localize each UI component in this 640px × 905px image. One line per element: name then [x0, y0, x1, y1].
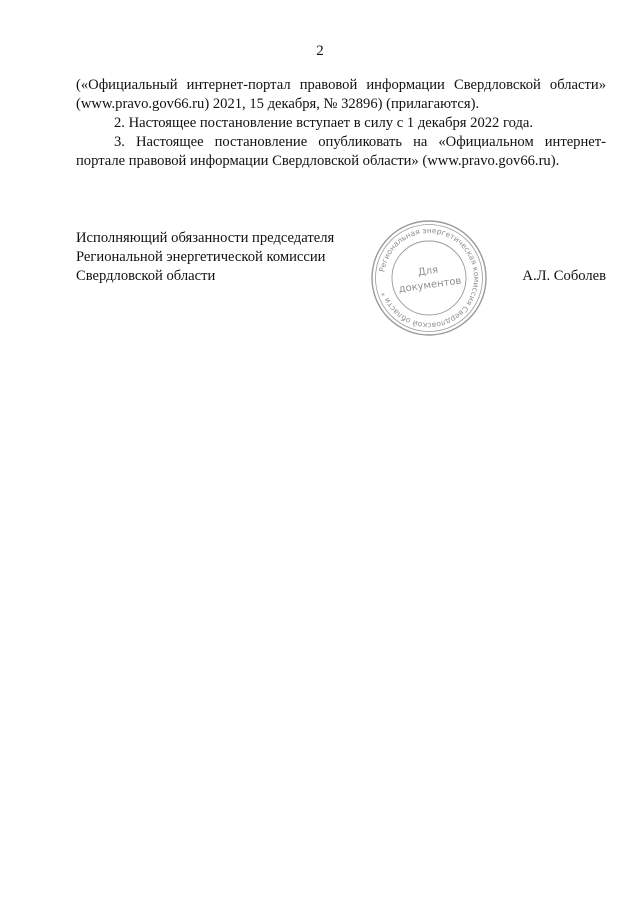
signatory-position-line-1: Исполняющий обязанности председателя — [76, 230, 335, 246]
stamp-seal-icon — [369, 218, 489, 338]
stamp-center-line-2: документов — [398, 275, 463, 296]
signatory-position-line-3: Свердловской области — [76, 268, 216, 284]
paragraph-2: 2. Настоящее постановление вступает в силу с 1 декабря 2022 года. — [114, 115, 534, 131]
signatory-name: А.Л. Соболев — [522, 268, 606, 284]
stamp-ring-text: Региональная энергетическая комиссия Свердловской области * — [377, 225, 482, 331]
paragraph-1: («Официальный интернет-портал правовой информации Свердловской области» (www.pravo.gov66.ru) 2021, 15 декабря, № 32896) (прилагаются). — [76, 77, 606, 112]
signatory-position-line-2: Региональной энергетической комиссии — [76, 249, 326, 265]
signatory-position — [76, 229, 356, 286]
page-number: 2 — [316, 43, 324, 59]
official-stamp — [369, 218, 489, 338]
stamp-center-line-1: Для — [417, 264, 439, 279]
paragraph-3: 3. Настоящее постановление опубликовать на «Официальном интернет-портале правовой информации Свердловской области» (www.pravo.gov66.ru). — [76, 134, 606, 169]
document-body — [76, 76, 606, 171]
